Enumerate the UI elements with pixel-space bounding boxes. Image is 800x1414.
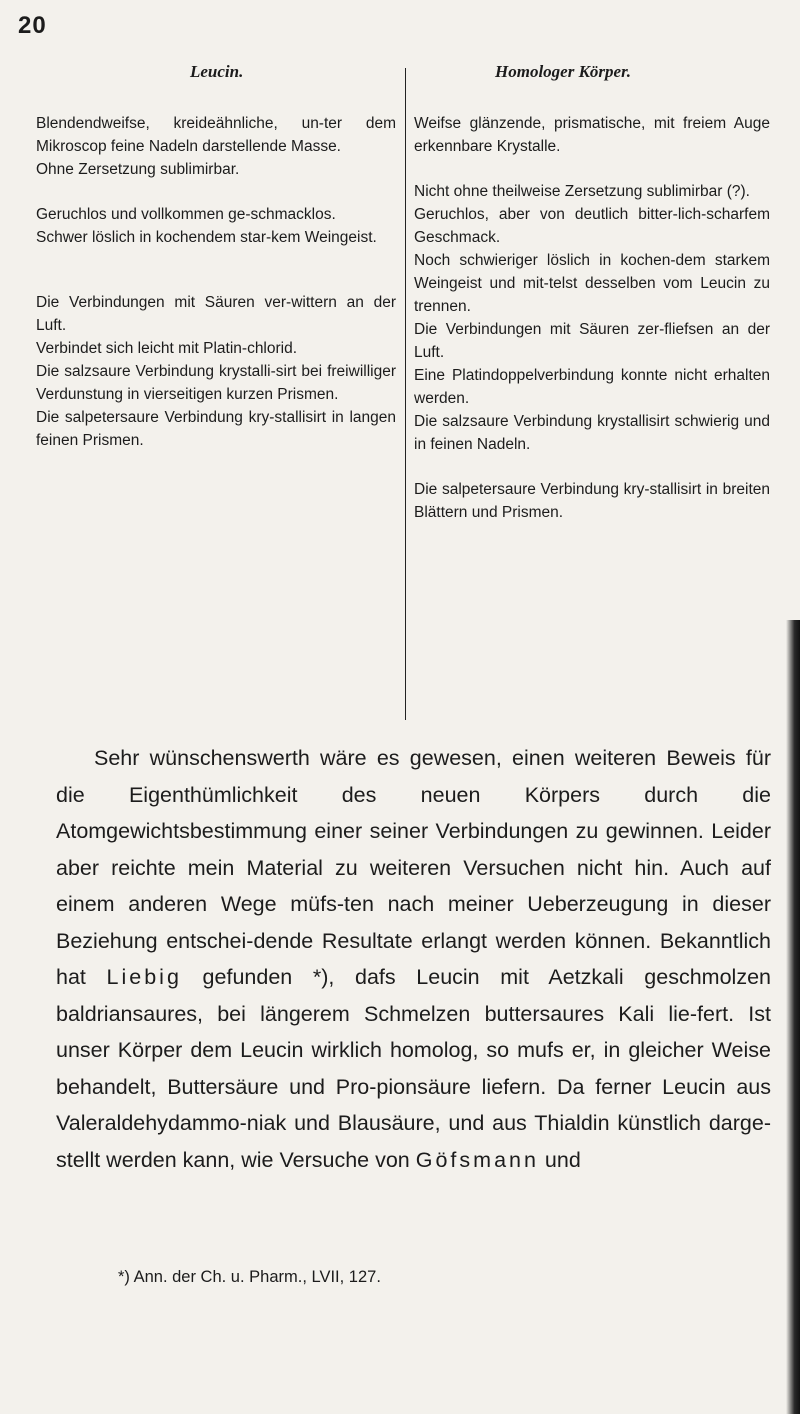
right-entry: Geruchlos, aber von deutlich bitter-lich-scharfem Geschmack.	[414, 206, 770, 246]
left-entry: Verbindet sich leicht mit Platin-chlorid.	[36, 340, 298, 357]
right-entry: Eine Platindoppelverbindung konnte nicht erhalten werden.	[414, 367, 770, 407]
left-entry: Die salzsaure Verbindung krystalli-sirt bei freiwilliger Verdunstung in vierseitigen kurzen Prismen.	[36, 363, 396, 403]
left-entry: Ohne Zersetzung sublimirbar.	[36, 161, 240, 178]
footnote: *) Ann. der Ch. u. Pharm., LVII, 127.	[118, 1268, 381, 1286]
body-text-part: Sehr wünschenswerth wäre es gewesen, einen weiteren Beweis für die Eigenthümlichkeit des neuen Körpers durch die Atomgewichtsbestimmung einer seiner Verbindungen zu gewinnen. Leider aber reichte mein Material zu weiteren Versuchen nicht hin. Auch auf einem anderen Wege müfs-ten nach meiner Ueberzeugung in dieser Beziehung entschei-dende Resultate erlangt werden können. Bekanntlich hat	[56, 746, 771, 989]
right-entry: Noch schwieriger löslich in kochen-dem starkem Weingeist und mit-telst desselben vom Leucin zu trennen.	[414, 252, 770, 315]
body-text-part: gefunden *), dafs Leucin mit Aetzkali geschmolzen baldriansaures, bei längerem Schmelzen buttersaures Kali lie-fert. Ist unser Körper dem Leucin wirklich homolog, so mufs er, in gleicher Weise behandelt, Buttersäure und Pro-pionsäure liefern. Da ferner Leucin aus Valeraldehydammo-niak und Blausäure, und aus Thialdin künstlich darge-stellt werden kann, wie Versuche von	[56, 965, 771, 1172]
right-entry: Nicht ohne theilweise Zersetzung sublimirbar (?).	[414, 183, 750, 200]
right-entry: Die salzsaure Verbindung krystallisirt schwierig und in feinen Nadeln.	[414, 413, 770, 453]
left-entry: Blendendweifse, kreideähnliche, un-ter dem Mikroscop feine Nadeln darstellende Masse.	[36, 115, 396, 155]
column-divider	[405, 68, 406, 720]
left-entry: Die Verbindungen mit Säuren ver-wittern an der Luft.	[36, 294, 396, 334]
right-entry: Die Verbindungen mit Säuren zer-fliefsen an der Luft.	[414, 321, 770, 361]
body-paragraph	[56, 740, 771, 1178]
left-entry: Schwer löslich in kochendem star-kem Weingeist.	[36, 229, 377, 246]
left-column-heading: Leucin.	[190, 62, 244, 81]
right-entry: Die salpetersaure Verbindung kry-stallisirt in breiten Blättern und Prismen.	[414, 481, 770, 521]
right-column-heading: Homologer Körper.	[495, 62, 632, 81]
left-entry: Die salpetersaure Verbindung kry-stallisirt in langen feinen Prismen.	[36, 409, 396, 449]
left-entry: Geruchlos und vollkommen ge-schmacklos.	[36, 206, 336, 223]
right-entry: Weifse glänzende, prismatische, mit freiem Auge erkennbare Krystalle.	[414, 115, 770, 155]
author-name-liebig: Liebig	[106, 965, 182, 989]
body-text-part: und	[538, 1147, 581, 1172]
author-name-gofsmann: Göfsmann	[415, 1147, 539, 1172]
right-column	[414, 112, 770, 524]
page-edge-shadow	[786, 620, 800, 1414]
page-number: 20	[18, 12, 47, 39]
left-column	[36, 112, 396, 452]
